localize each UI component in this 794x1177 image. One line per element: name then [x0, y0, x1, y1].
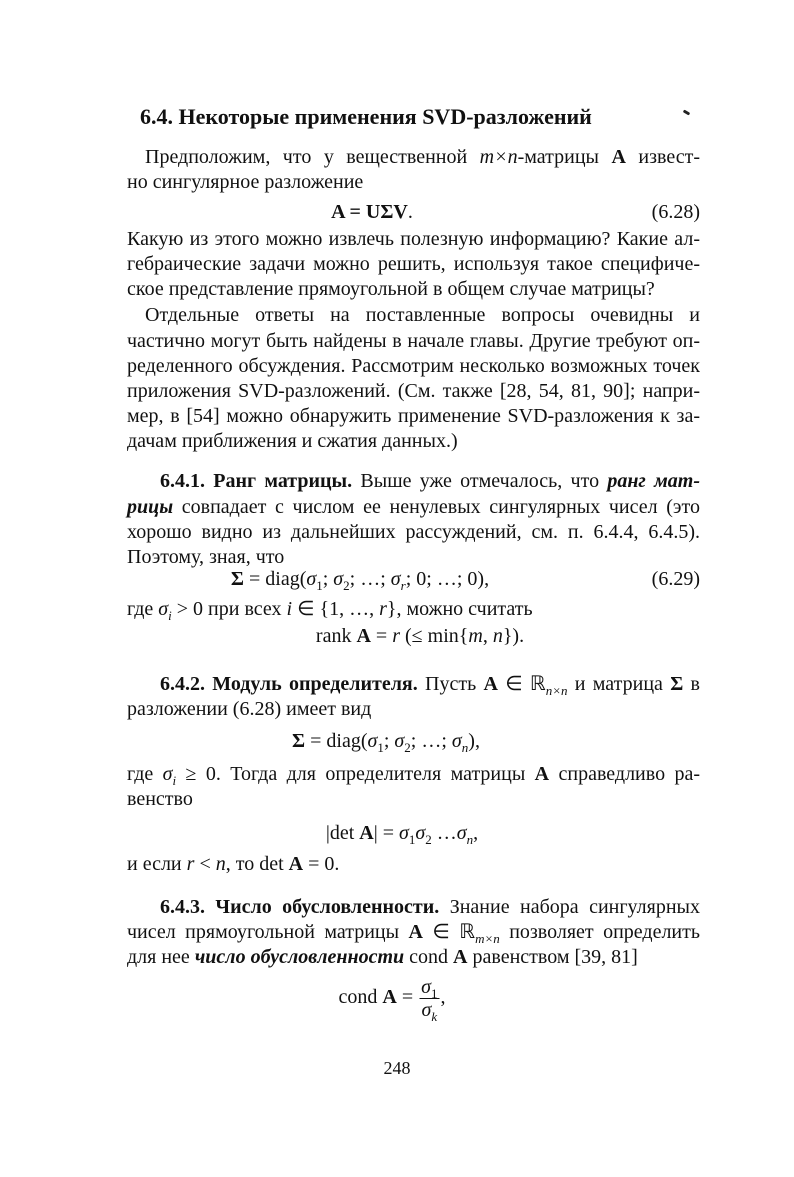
paragraph-line	[145, 145, 700, 170]
emphasis-run: r	[392, 625, 400, 647]
text-run: справедливо ра-	[549, 763, 700, 785]
text-run: извест-	[625, 146, 700, 168]
text-run: ; 0; …; 0),	[405, 568, 490, 590]
text-run: Поэтому, зная, что	[127, 546, 285, 568]
text-run: ,	[482, 625, 493, 647]
emphasis-run: A = UΣV	[331, 201, 408, 223]
text-run: }).	[502, 625, 525, 647]
emphasis-run: A	[356, 625, 371, 647]
emphasis-run: A	[288, 853, 304, 875]
emphasis-run: 6.4.1. Ранг матрицы.	[160, 470, 353, 492]
paragraph-line	[127, 520, 700, 545]
text-run: = diag(	[243, 568, 307, 590]
text-run: |det	[325, 822, 360, 844]
paragraph-line	[127, 920, 700, 945]
text-run: }, можно считать	[386, 598, 533, 620]
text-run: 6.4. Некоторые применения SVD-разложений	[140, 104, 592, 129]
equation	[292, 729, 480, 754]
emphasis-run: рицы	[127, 496, 174, 518]
text-run: Выше уже отмечалось, что	[352, 470, 608, 492]
formula-matrix: A	[382, 986, 397, 1009]
text-run: = diag(	[305, 730, 368, 752]
emphasis-run: A	[611, 146, 626, 168]
paragraph-line	[127, 277, 700, 302]
text-run: = 0.	[303, 853, 340, 875]
text-run: ),	[468, 730, 480, 752]
paragraph-line	[127, 697, 700, 722]
paragraph-line	[127, 170, 700, 195]
text-run: Знание набора сингулярных	[439, 896, 700, 918]
subscript: 2	[343, 578, 350, 593]
emphasis-run: σ	[158, 598, 169, 620]
text-run: дачам приближения и сжатия данных.)	[127, 430, 458, 452]
text-run: ∈ ℝ	[422, 921, 476, 943]
subscript: 1	[316, 578, 323, 593]
text-run: венство	[127, 788, 193, 810]
condition-number-formula	[338, 976, 446, 1024]
text-run: =	[370, 625, 393, 647]
emphasis-run: m	[468, 625, 483, 647]
text-run: ,	[473, 822, 479, 844]
emphasis-run: n	[215, 853, 226, 875]
emphasis-run: A	[359, 822, 374, 844]
text-run: и матрица	[567, 673, 671, 695]
text-run: хорошо видно из дальнейших рассуждений, см. п. 6.4.4, 6.4.5).	[127, 521, 700, 543]
emphasis-run: 6.4.2. Модуль определителя.	[160, 673, 418, 695]
text-run: ределенного обсуждения. Рассмотрим несколько возможных точек	[127, 355, 700, 377]
text-run: (≤ min{	[400, 625, 469, 647]
equation	[326, 821, 478, 846]
text-run: приложения SVD-разложений. (См. также [28, 54, 81, 90]; напри-	[127, 380, 700, 402]
formula-text: =	[396, 986, 419, 1009]
paragraph-line	[127, 354, 700, 379]
emphasis-run: σ	[367, 730, 378, 752]
emphasis-run: σ	[162, 763, 173, 785]
equation	[331, 200, 413, 225]
emphasis-run: 6.4.3. Число обусловленности.	[160, 896, 440, 918]
paragraph-line	[127, 852, 700, 877]
subscript: r	[400, 578, 406, 593]
text-run: позволяет определить	[499, 921, 700, 943]
text-run: cond	[404, 946, 454, 968]
sigma: σ	[421, 976, 431, 998]
text-run: ;	[322, 568, 334, 590]
subscript: m×n	[475, 931, 500, 946]
text-run: > 0 при всех	[171, 598, 287, 620]
emphasis-run: A	[483, 673, 498, 695]
emphasis-run: σ	[333, 568, 344, 590]
formula-text: cond	[338, 986, 383, 1009]
text-run: ; …;	[410, 730, 452, 752]
text-run: Пусть	[417, 673, 484, 695]
text-run: равенством [39, 81]	[467, 946, 638, 968]
paragraph-line	[127, 404, 700, 429]
subscript: k	[431, 1009, 438, 1024]
formula-text: ,	[440, 986, 446, 1009]
text-run: Предположим, что у вещественной	[145, 146, 480, 168]
paragraph-line	[127, 495, 700, 520]
text-run: чисел прямоугольной матрицы	[127, 921, 409, 943]
paragraph-line	[145, 303, 700, 328]
text-run: ≥ 0. Тогда для определителя матрицы	[176, 763, 535, 785]
text-run: гебраические задачи можно решить, используя такое специфиче-	[127, 253, 700, 275]
emphasis-run: A	[408, 921, 423, 943]
denominator	[419, 999, 439, 1024]
text-run: в	[683, 673, 700, 695]
emphasis-run: n	[492, 625, 503, 647]
subscript: i	[168, 608, 172, 623]
text-run: .	[407, 201, 413, 223]
emphasis-run: A	[453, 946, 468, 968]
equation	[231, 567, 489, 592]
text-run: разложении (6.28) имеет вид	[127, 698, 372, 720]
emphasis-run: i	[286, 598, 293, 620]
emphasis-run: Σ	[230, 568, 244, 590]
emphasis-run: σ	[390, 568, 401, 590]
text-run: где	[127, 598, 159, 620]
text-run: мер, в [54] можно обнаружить применение SVD-разложения к за-	[127, 405, 700, 427]
emphasis-run: Σ	[670, 673, 684, 695]
subsection-line	[160, 672, 700, 697]
emphasis-run: m×n	[479, 146, 518, 168]
paragraph-line	[127, 379, 700, 404]
subscript: 2	[425, 832, 432, 847]
paragraph-line	[127, 252, 700, 277]
text-run: -матрицы	[517, 146, 612, 168]
text-run: | =	[373, 822, 400, 844]
subscript: 1	[408, 832, 416, 847]
section-title	[140, 104, 713, 129]
text-run: ;	[383, 730, 395, 752]
emphasis-run: ранг мат-	[607, 470, 700, 492]
emphasis-run: σ	[451, 730, 462, 752]
emphasis-run: σ	[399, 822, 409, 844]
subscript: n×n	[545, 683, 568, 698]
emphasis-run: r	[186, 853, 195, 875]
paragraph-line	[127, 329, 700, 354]
text-run: но сингулярное разложение	[127, 171, 364, 193]
subsection-line	[160, 469, 700, 494]
subscript: n	[466, 832, 474, 847]
text-run: где	[127, 763, 163, 785]
page-number: 248	[383, 1058, 411, 1078]
numerator	[419, 976, 439, 999]
fraction	[419, 976, 439, 1024]
emphasis-run: σ	[415, 822, 426, 844]
text-run: …	[431, 822, 457, 844]
equation-number: (6.28)	[651, 201, 700, 223]
text-run: <	[194, 853, 216, 875]
paragraph-line	[127, 762, 700, 787]
subsection-line	[160, 895, 700, 920]
emphasis-run: σ	[306, 568, 317, 590]
subscript: n	[461, 740, 469, 755]
text-run: Отдельные ответы на поставленные вопросы очевидны и	[145, 304, 700, 326]
sigma: σ	[421, 999, 432, 1021]
text-run: совпадает с числом ее ненулевых сингулярных чисел (это	[173, 496, 700, 518]
emphasis-run: σ	[456, 822, 467, 844]
subscript: i	[172, 773, 177, 788]
subscript: 2	[404, 740, 411, 755]
paragraph-line	[127, 787, 700, 812]
text-run: и если	[127, 853, 187, 875]
emphasis-run: A	[534, 763, 550, 785]
equation	[316, 624, 524, 649]
subscript: 1	[431, 986, 438, 1001]
text-run: , то det	[225, 853, 289, 875]
paragraph-line	[127, 227, 700, 252]
text-run: rank	[315, 625, 357, 647]
emphasis-run: σ	[394, 730, 405, 752]
paragraph-line	[127, 429, 700, 454]
text-run: для нее	[127, 946, 195, 968]
subscript: 1	[377, 740, 384, 755]
paragraph-line	[127, 945, 700, 970]
text-run: Какую из этого можно извлечь полезную информацию? Какие ал-	[127, 228, 700, 250]
text-run: ∈ ℝ	[497, 673, 546, 695]
text-run: частично могут быть найдены в начале главы. Другие требуют оп-	[127, 330, 700, 352]
emphasis-run: Σ	[292, 730, 306, 752]
text-run: ∈ {1, …,	[292, 598, 380, 620]
text-run: ; …;	[349, 568, 391, 590]
equation-number: (6.29)	[651, 568, 700, 590]
emphasis-run: r	[379, 598, 387, 620]
text-run: ское представление прямоугольной в общем случае матрицы?	[127, 278, 655, 300]
paragraph-line	[127, 597, 700, 622]
emphasis-run: число обусловленности	[194, 946, 405, 968]
